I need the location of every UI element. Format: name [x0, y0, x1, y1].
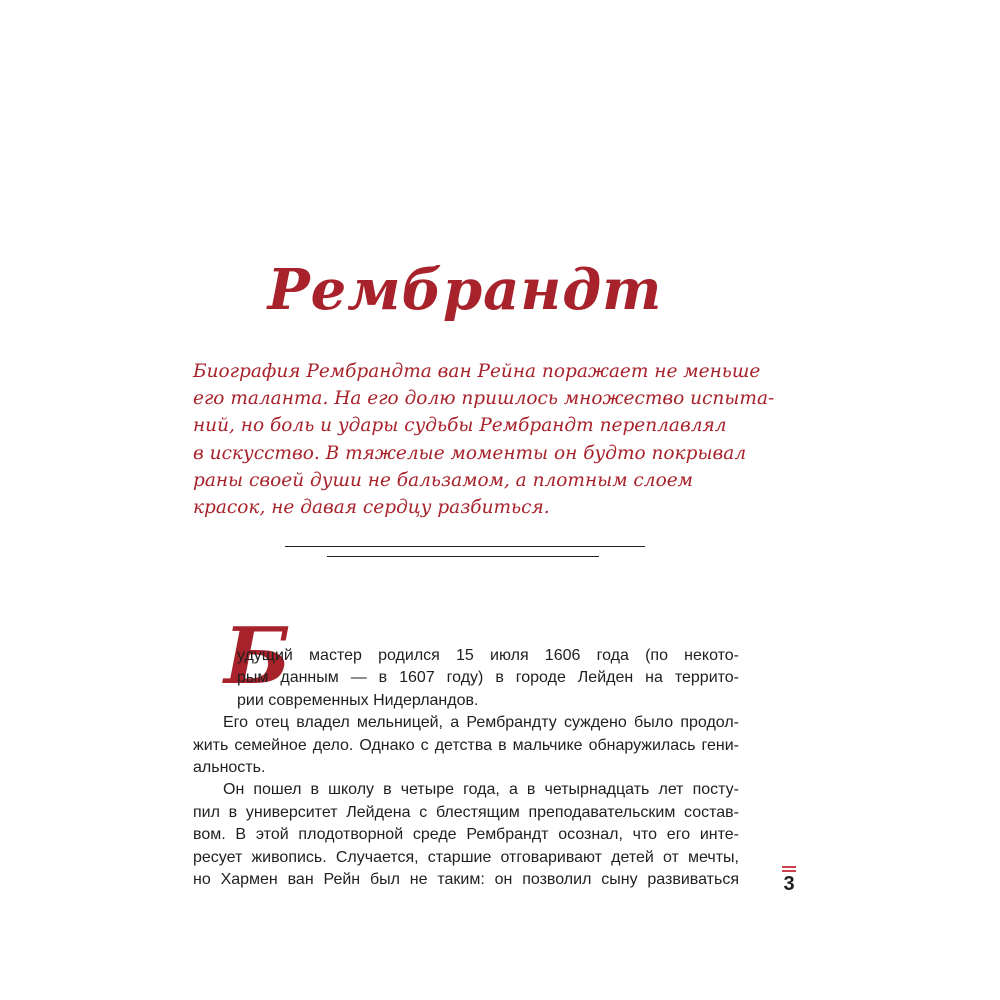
lead-line: Биография Рембрандта ван Рейна поражает не меньше — [193, 361, 761, 382]
body-line: рым данным — в 1607 году) в городе Лейден на террито- — [237, 669, 739, 687]
page-number: 3 — [783, 873, 795, 895]
divider-line-bottom — [327, 556, 599, 557]
drop-cap: Б — [224, 611, 291, 702]
body-line: жить семейное дело. Однако с детства в мальчике обнаружилась гени- — [193, 736, 739, 754]
lead-line: раны своей души не бальзамом, а плотным слоем — [193, 469, 693, 491]
body-line: альность. — [193, 759, 266, 777]
lead-line: ний, но боль и удары судьбы Рембрандт переплавлял — [193, 415, 727, 437]
lead-line: в искусство. В тяжелые моменты он будто покрывал — [193, 442, 747, 464]
body-line: Он пошел в школу в четыре года, а в четырнадцать лет посту- — [223, 781, 739, 799]
body-line: ресует живопись. Случается, старшие отговаривают детей от мечты, — [193, 848, 739, 866]
page-number-decoration — [782, 866, 796, 872]
body-line: но Хармен ван Рейн был не таким: он позволил сыну развиваться — [193, 871, 739, 889]
lead-line: его таланта. На его долю пришлось множество испыта- — [193, 388, 775, 410]
body-line: Его отец владел мельницей, а Рембрандту суждено было продол- — [223, 714, 739, 732]
body-line: пил в университет Лейдена с блестящим преподавательским состав- — [193, 803, 739, 821]
lead-line: красок, не давая сердцу разбиться. — [193, 497, 550, 519]
divider-line-top — [285, 546, 645, 547]
body-line: рии современных Нидерландов. — [237, 691, 479, 709]
body-text — [193, 645, 739, 891]
body-line: удущий мастер родился 15 июля 1606 года (по некото- — [237, 647, 739, 664]
lead-paragraph — [193, 358, 775, 521]
chapter-title: Рембрандт — [267, 257, 663, 323]
page-number-block — [779, 866, 799, 894]
body-line: вом. В этой плодотворной среде Рембрандт осознал, что его инте- — [193, 826, 739, 844]
